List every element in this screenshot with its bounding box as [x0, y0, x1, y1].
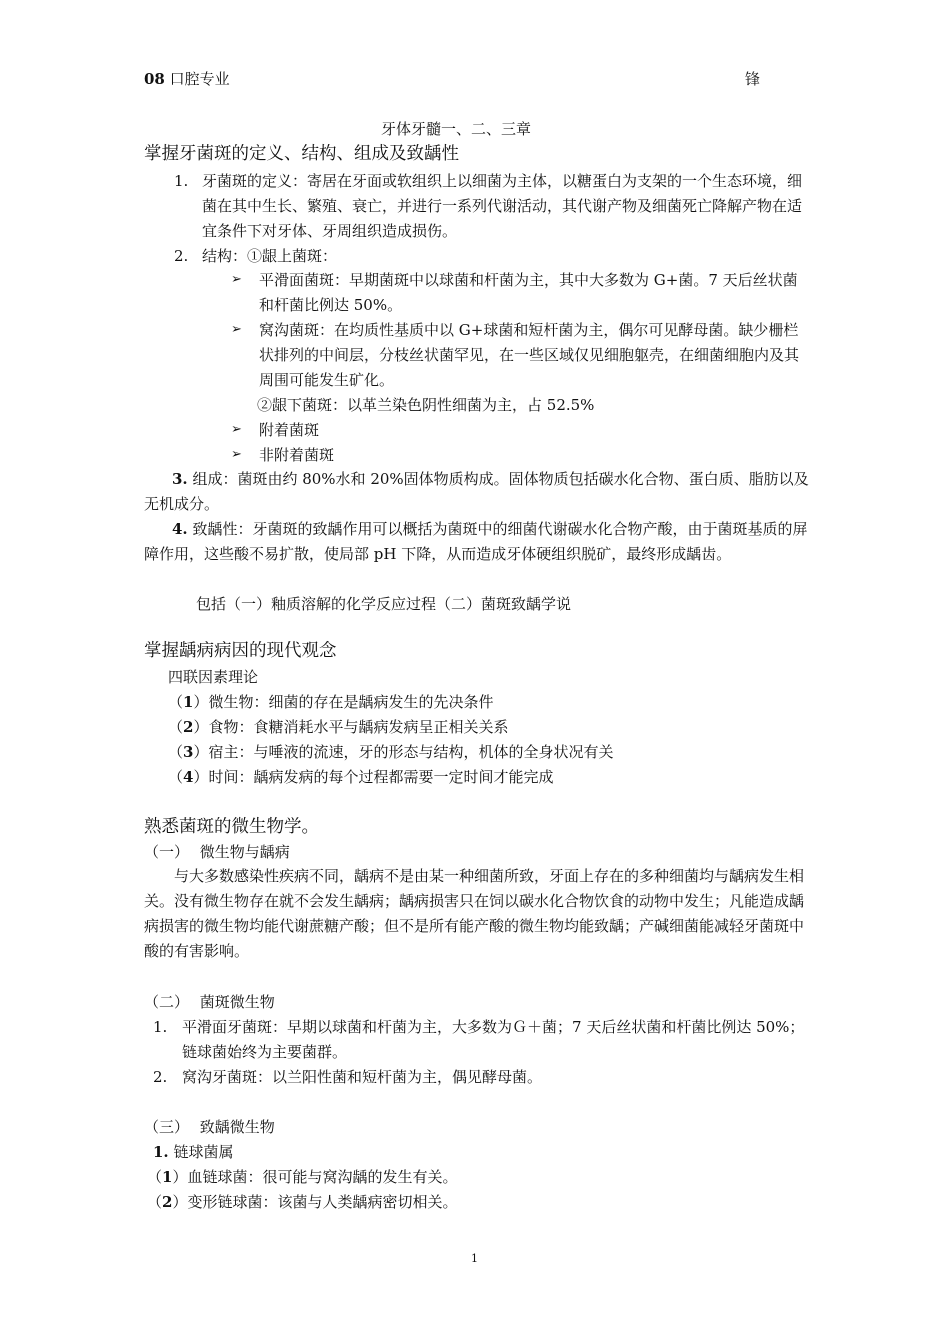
factor-item: （4）时间：龋病发病的每个过程都需要一定时间才能完成	[168, 768, 554, 786]
streptococcus-item: （2）变形链球菌：该菌与人类龋病密切相关。	[147, 1193, 458, 1211]
factor-item: （3）宿主：与唾液的流速，牙的形态与结构，机体的全身状况有关	[168, 743, 614, 761]
subsection-label: （三）	[144, 1118, 190, 1136]
fissure-plaque-text: 窝沟菌斑：在均质性基质中以 G+球菌和短杆菌为主，偶尔可见酵母菌。缺少栅栏状排列的中间层，分枝丝状菌罕见，在一些区域仅见细胞躯壳，在细菌细胞内及其周围可能发生矿化。	[259, 321, 800, 389]
subsection-label: （一）	[144, 843, 190, 861]
header-course	[144, 67, 230, 92]
factor-text: 微生物：细菌的存在是龋病发生的先决条件	[208, 693, 494, 711]
subsection-title: 菌斑微生物	[199, 993, 275, 1011]
cariogenicity-text: 致龋性：牙菌斑的致龋作用可以概括为菌斑中的细菌代谢碳水化合物产酸，由于菌斑基质的屏障作用，这些酸不易扩散，使局部 pH 下降，从而造成牙体硬组织脱矿，最终形成龋齿。	[144, 520, 808, 563]
section-heading-plaque: 掌握牙菌斑的定义、结构、组成及致龋性	[144, 144, 459, 164]
list-number: 2.	[174, 247, 189, 265]
streptococcus-item: （1）血链球菌：很可能与窝沟龋的发生有关。	[147, 1168, 458, 1186]
list-number: 1.	[153, 1018, 168, 1036]
item-number: 1	[162, 1168, 173, 1186]
factor-number: 2	[183, 718, 194, 736]
factor-item: （2）食物：食糖消耗水平与龋病发病呈正相关关系	[168, 718, 509, 736]
subsection-2	[144, 990, 275, 1015]
composition-paragraph	[144, 467, 814, 517]
item-text: 变形链球菌：该菌与人类龋病密切相关。	[187, 1193, 458, 1211]
factor-number: 1	[183, 693, 194, 711]
subsection-label: （二）	[144, 993, 190, 1011]
list-number: 1.	[174, 172, 189, 190]
microbes-and-caries-paragraph: 与大多数感染性疾病不同，龋病不是由某一种细菌所致，牙面上存在的多种细菌均与龋病发生相关。没有微生物存在就不会发生龋病；龋病损害只在饲以碳水化合物饮食的动物中发生；凡能造成龋病损害的微生物均能代谢蔗糖产酸；但不是所有能产酸的微生物均能致龋；产碱细菌能减轻牙菌斑中酸的有害影响。	[144, 867, 805, 960]
item-number: 2	[162, 1193, 173, 1211]
document-title: 牙体牙髓一、二、三章	[381, 120, 532, 138]
list-number: 3.	[172, 470, 188, 488]
fissure-microbes-text: 窝沟牙菌斑：以兰阳性菌和短杆菌为主，偶见酵母菌。	[182, 1068, 543, 1086]
includes-line: 包括（一）釉质溶解的化学反应过程（二）菌斑致龋学说	[196, 595, 572, 613]
arrow-bullet-icon: ➢	[231, 447, 242, 462]
smooth-surface-microbes-text: 平滑面牙菌斑：早期以球菌和杆菌为主，大多数为Ｇ＋菌；7 天后丝状菌和杆菌比例达 50%；链球菌始终为主要菌群。	[182, 1018, 805, 1061]
attached-plaque-text: 附着菌斑	[259, 421, 320, 439]
section-heading-etiology: 掌握龋病病因的现代观念	[144, 641, 337, 661]
structure-label: 结构：①龈上菌斑：	[202, 247, 338, 265]
factor-text: 时间：龋病发病的每个过程都需要一定时间才能完成	[208, 768, 554, 786]
subsection-title: 微生物与龋病	[199, 843, 290, 861]
subsection-1	[144, 840, 290, 865]
arrow-bullet-icon: ➢	[231, 272, 242, 287]
four-factor-theory: 四联因素理论	[168, 668, 259, 686]
arrow-bullet-icon: ➢	[231, 322, 242, 337]
item-text: 血链球菌：很可能与窝沟龋的发生有关。	[187, 1168, 458, 1186]
cariogenicity-paragraph	[144, 517, 814, 567]
page-number: 1	[471, 1252, 478, 1265]
list-number: 4.	[172, 520, 188, 538]
list-number: 2.	[153, 1068, 168, 1086]
composition-text: 组成：菌斑由约 80%水和 20%固体物质构成。固体物质包括碳水化合物、蛋白质、脂肪以及无机成分。	[144, 470, 809, 513]
factor-item: （1）微生物：细菌的存在是龋病发生的先决条件	[168, 693, 494, 711]
factor-number: 3	[183, 743, 194, 761]
smooth-surface-plaque-text: 平滑面菌斑：早期菌斑中以球菌和杆菌为主，其中大多数为 G+菌。7 天后丝状菌和杆菌比例达 50%。	[259, 271, 798, 314]
definition-paragraph: 牙菌斑的定义：寄居在牙面或软组织上以细菌为主体，以糖蛋白为支架的一个生态环境，细菌在其中生长、繁殖、衰亡，并进行一系列代谢活动，其代谢产物及细菌死亡降解产物在适宜条件下对牙体、牙周组织造成损伤。	[202, 172, 803, 240]
header-author: 锋	[745, 70, 761, 88]
subsection-title: 致龋微生物	[199, 1118, 275, 1136]
unattached-plaque-text: 非附着菌斑	[259, 446, 335, 464]
header-course-name: 口腔专业	[169, 70, 230, 88]
factor-number: 4	[183, 768, 194, 786]
subsection-3	[144, 1115, 275, 1140]
header-course-prefix: 08	[144, 70, 165, 88]
factor-text: 食物：食糖消耗水平与龋病发病呈正相关关系	[208, 718, 509, 736]
list-number: 1.	[153, 1143, 169, 1161]
genus-name: 链球菌属	[173, 1143, 234, 1161]
arrow-bullet-icon: ➢	[231, 422, 242, 437]
factor-text: 宿主：与唾液的流速，牙的形态与结构，机体的全身状况有关	[208, 743, 614, 761]
subgingival-plaque-text: ②龈下菌斑：以革兰染色阴性细菌为主，占 52.5%	[257, 396, 595, 414]
genus-heading	[153, 1140, 233, 1165]
section-heading-microbiology: 熟悉菌斑的微生物学。	[144, 817, 319, 837]
